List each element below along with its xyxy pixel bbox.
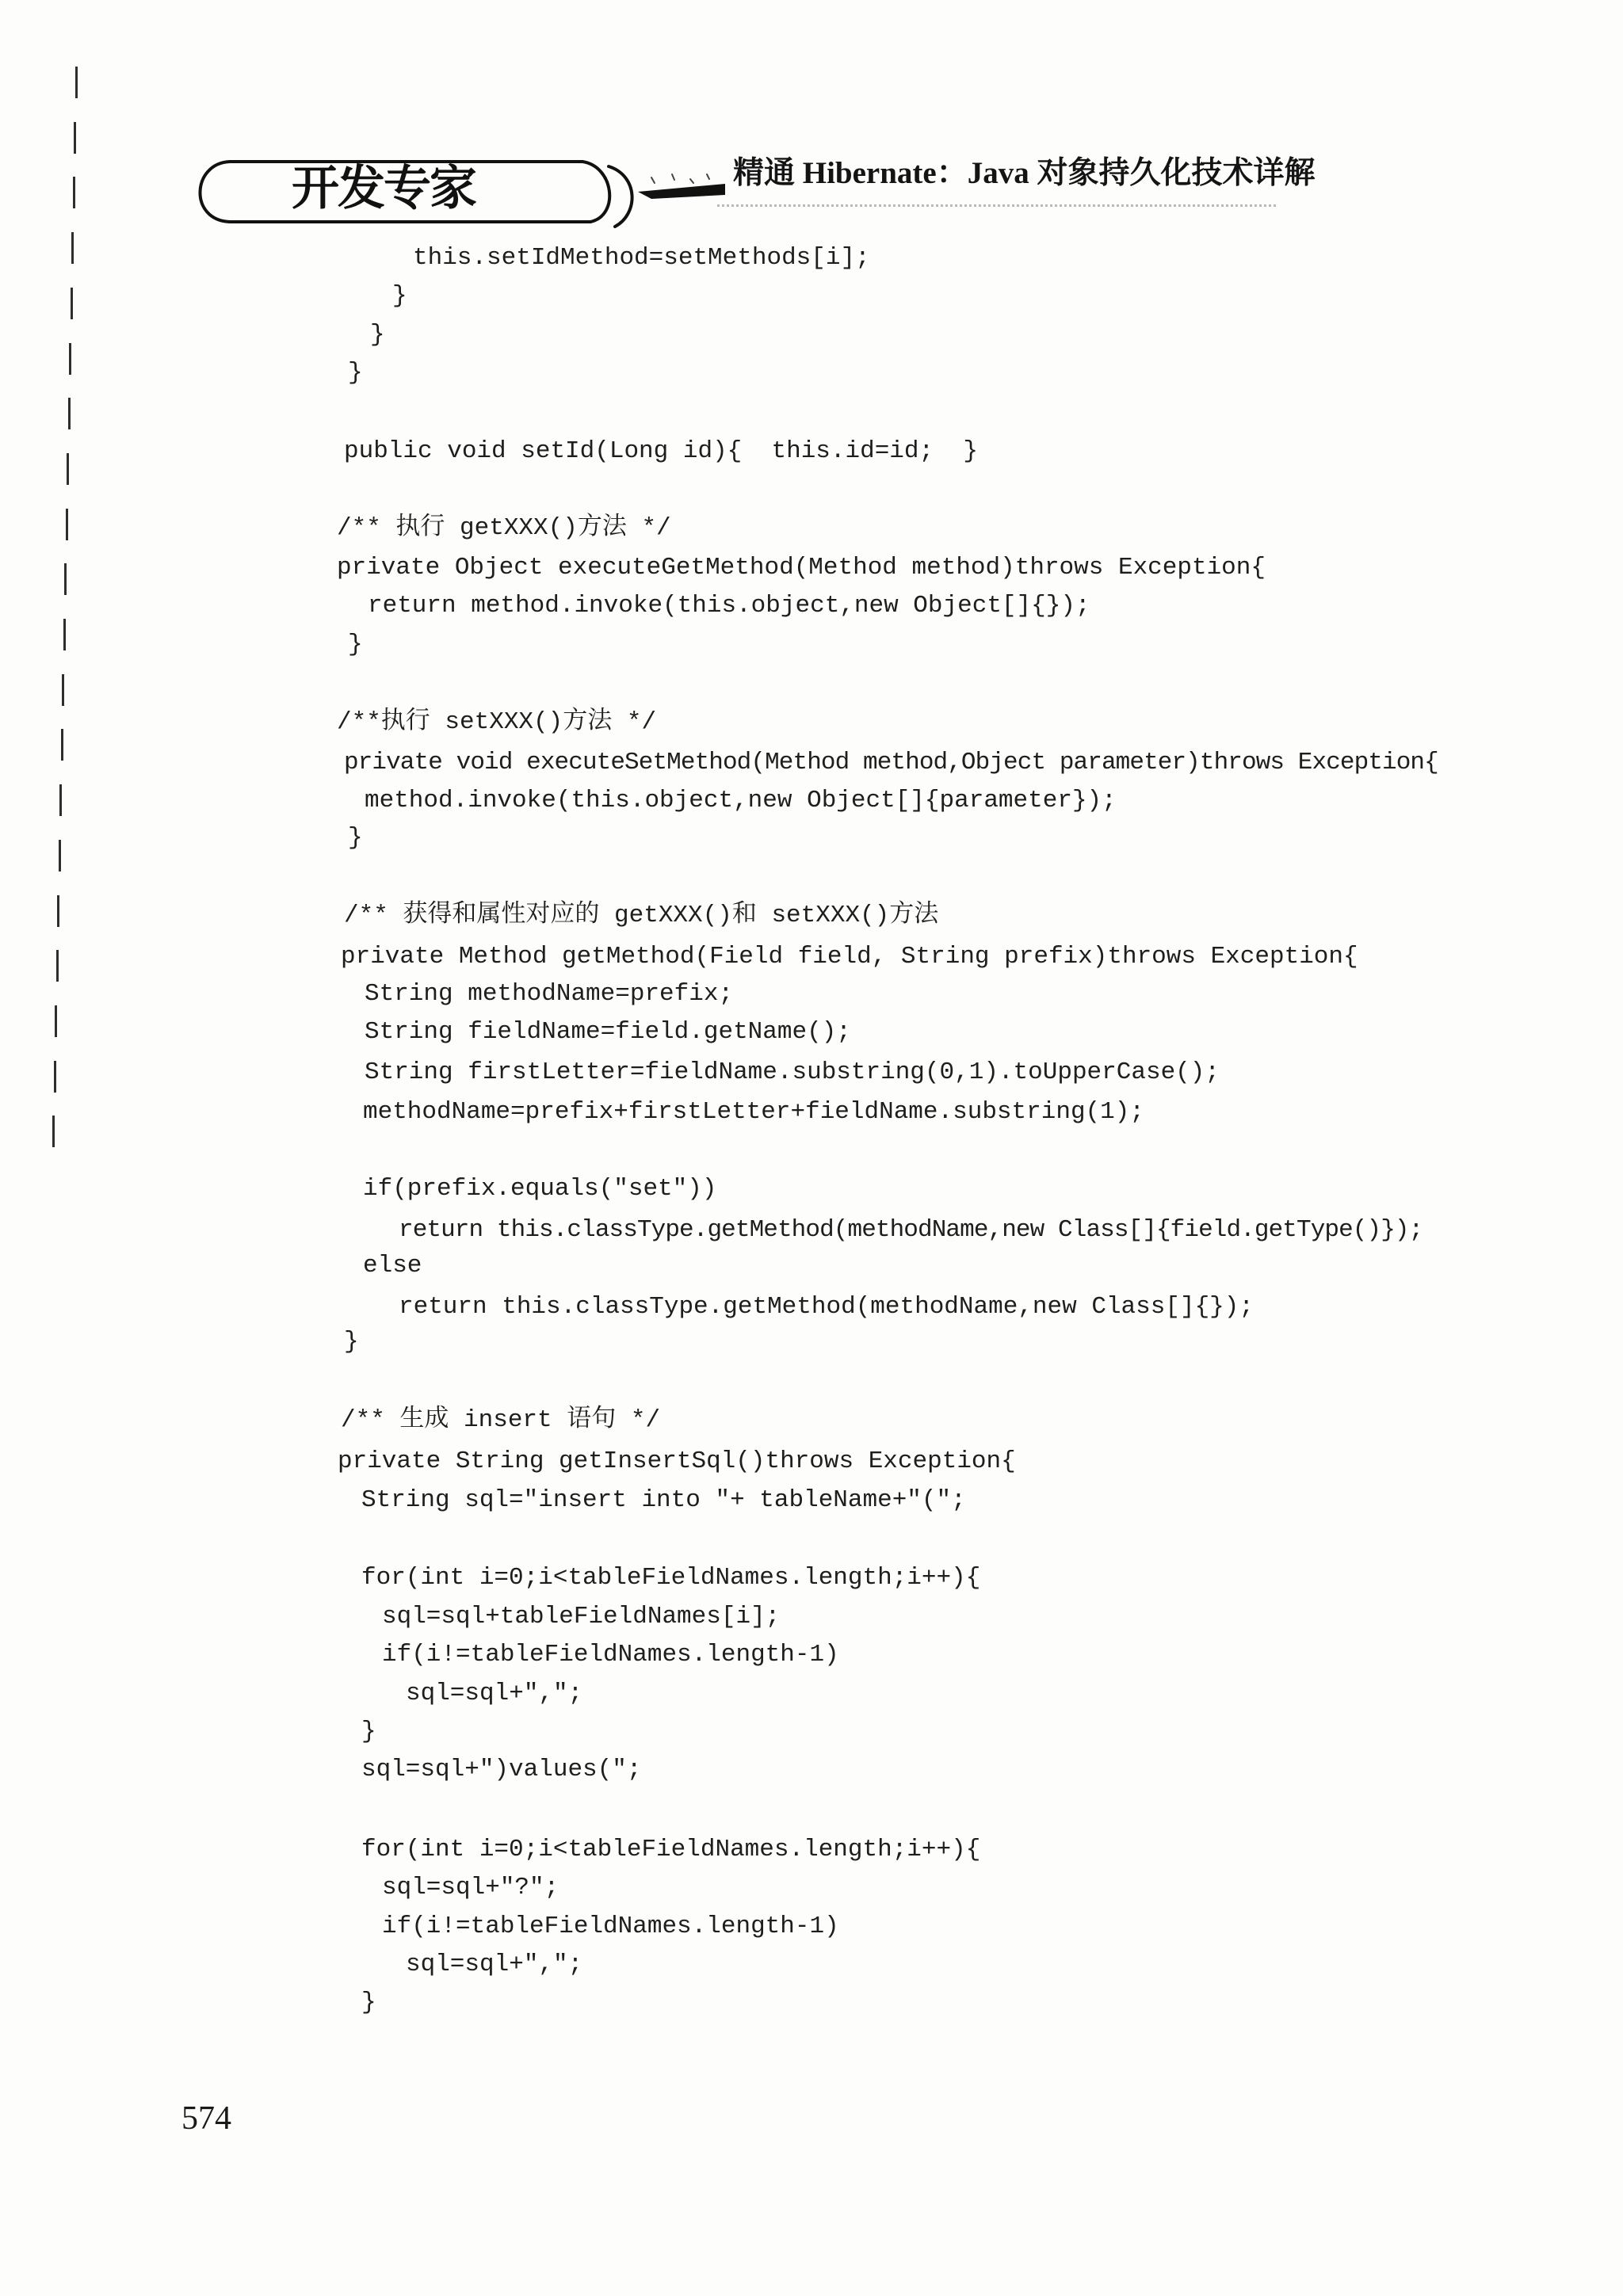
code-line: return method.invoke(this.object,new Object[]{}); — [368, 592, 1090, 620]
margin-mark — [56, 950, 59, 982]
code-line: } — [348, 631, 363, 658]
code-line: String sql="insert into "+ tableName+"("; — [361, 1486, 966, 1514]
code-line: for(int i=0;i<tableFieldNames.length;i++){ — [361, 1836, 981, 1863]
code-line: if(i!=tableFieldNames.length-1) — [382, 1641, 839, 1669]
code-line: sql=sql+","; — [406, 1951, 583, 1978]
code-line: sql=sql+")values("; — [361, 1756, 642, 1783]
code-line: if(i!=tableFieldNames.length-1) — [382, 1913, 839, 1940]
margin-mark — [57, 895, 59, 927]
margin-mark — [71, 232, 74, 264]
margin-mark — [67, 453, 69, 485]
margin-mark — [75, 67, 78, 98]
code-line: } — [392, 282, 407, 310]
code-line: private Object executeGetMethod(Method method)throws Exception{ — [337, 554, 1266, 582]
margin-mark — [68, 398, 71, 429]
margin-mark — [74, 122, 76, 154]
code-line: this.setIdMethod=setMethods[i]; — [413, 244, 870, 272]
margin-mark — [71, 288, 73, 319]
code-line: String firstLetter=fieldName.substring(0,1).toUpperCase(); — [365, 1058, 1220, 1086]
code-line: private void executeSetMethod(Method method,Object parameter)throws Exception{ — [344, 749, 1438, 776]
margin-mark — [55, 1005, 57, 1037]
margin-mark — [64, 563, 67, 595]
code-line: String methodName=prefix; — [365, 980, 734, 1008]
margin-mark — [66, 509, 68, 540]
code-line: sql=sql+"?"; — [382, 1874, 559, 1901]
code-line: sql=sql+tableFieldNames[i]; — [382, 1603, 781, 1630]
code-comment: /** 生成 insert 语句 */ — [341, 1406, 661, 1434]
margin-mark — [59, 784, 62, 816]
margin-mark — [73, 177, 75, 208]
margin-mark — [52, 1116, 55, 1147]
margin-mark — [69, 343, 71, 375]
code-line: } — [361, 1989, 376, 2016]
code-comment: /** 执行 getXXX()方法 */ — [337, 514, 671, 542]
code-line: else — [363, 1252, 422, 1280]
code-line: for(int i=0;i<tableFieldNames.length;i++){ — [361, 1564, 981, 1592]
code-line: private Method getMethod(Field field, String prefix)throws Exception{ — [341, 943, 1358, 971]
code-line: public void setId(Long id){ this.id=id; } — [344, 437, 978, 465]
margin-mark — [54, 1061, 56, 1093]
code-line: sql=sql+","; — [406, 1680, 583, 1707]
code-line: methodName=prefix+firstLetter+fieldName.substring(1); — [363, 1098, 1144, 1126]
margin-mark — [63, 619, 66, 650]
code-line: } — [348, 359, 363, 387]
badge-label: 开发专家 — [292, 161, 475, 216]
page-number: 574 — [181, 2100, 231, 2137]
code-line: if(prefix.equals("set")) — [363, 1175, 717, 1203]
code-comment: /** 获得和属性对应的 getXXX()和 setXXX()方法 — [344, 902, 939, 929]
margin-mark — [61, 729, 63, 761]
code-line: } — [370, 321, 385, 349]
title-rule — [717, 204, 1276, 207]
code-line: return this.classType.getMethod(methodName,new Class[]{}); — [399, 1293, 1254, 1321]
margin-mark — [62, 674, 64, 706]
margin-mark — [59, 840, 61, 871]
code-comment: /**执行 setXXX()方法 */ — [337, 708, 657, 736]
code-line: } — [348, 824, 363, 852]
code-line: method.invoke(this.object,new Object[]{parameter}); — [365, 787, 1117, 814]
code-line: } — [344, 1328, 359, 1356]
book-title: 精通 Hibernate：Java 对象持久化技术详解 — [733, 156, 1316, 190]
code-line: return this.classType.getMethod(methodName,new Class[]{field.getType()}); — [399, 1216, 1423, 1244]
code-line: } — [361, 1718, 376, 1745]
code-line: String fieldName=field.getName(); — [365, 1018, 851, 1046]
code-line: private String getInsertSql()throws Exception{ — [338, 1447, 1016, 1475]
